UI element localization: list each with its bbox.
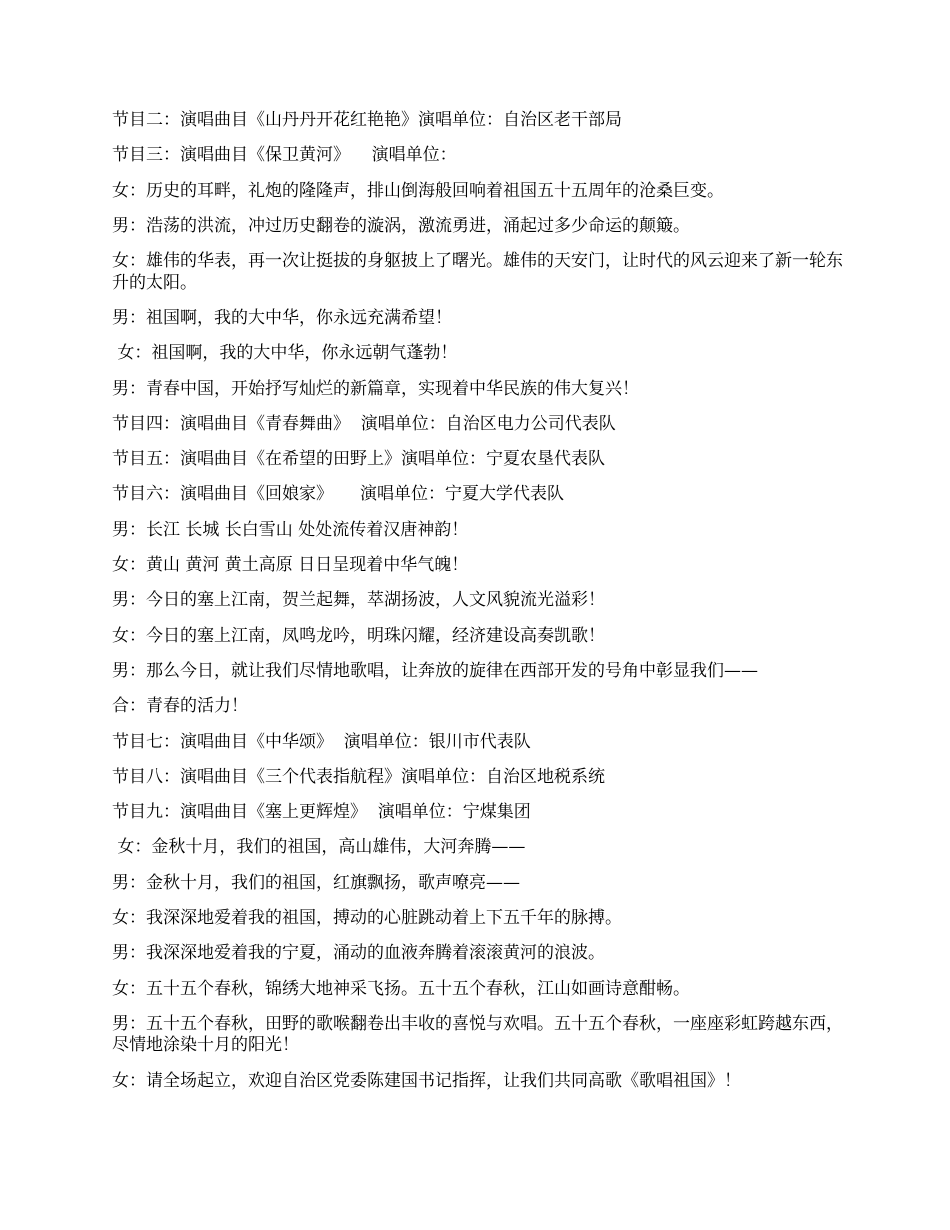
paragraph-14: 男：今日的塞上江南，贺兰起舞，萃湖扬波，人文风貌流光溢彩！: [112, 590, 605, 611]
paragraph-27: 女：请全场起立，欢迎自治区党委陈建国书记指挥，让我们共同高歌《歌唱祖国》！: [112, 1070, 741, 1091]
paragraph-4: 男：浩荡的洪流，冲过历史翻卷的漩涡，激流勇进，涌起过多少命运的颠簸。: [112, 215, 690, 236]
paragraph-13: 女：黄山 黄河 黄土高原 日日呈现着中华气魄！: [112, 555, 469, 576]
paragraph-24: 男：我深深地爱着我的宁夏，涌动的血液奔腾着滚滚黄河的浪波。: [112, 943, 605, 964]
paragraph-1: 节目二：演唱曲目《山丹丹开花红艳艳》演唱单位：自治区老干部局: [112, 110, 622, 130]
paragraph-23: 女：我深深地爱着我的祖国，搏动的心脏跳动着上下五千年的脉搏。: [112, 908, 622, 929]
paragraph-22: 男：金秋十月，我们的祖国，红旗飘扬，歌声嘹亮——: [112, 872, 520, 893]
paragraph-26: 男：五十五个春秋，田野的歌喉翻卷出丰收的喜悦与欢唱。五十五个春秋，一座座彩虹跨越东西，尽情地涂染十月的阳光！: [112, 1013, 843, 1056]
paragraph-9: 节目四：演唱曲目《青春舞曲》 演唱单位：自治区电力公司代表队: [112, 413, 616, 434]
paragraph-15: 女：今日的塞上江南，凤鸣龙吟，明珠闪耀，经济建设高奏凯歌！: [112, 625, 605, 646]
document-page: [112, 110, 844, 1106]
paragraph-17: 合：青春的活力！: [112, 696, 248, 717]
paragraph-6: 男：祖国啊，我的大中华，你永远充满希望！: [112, 307, 452, 328]
paragraph-21: 女：金秋十月，我们的祖国，高山雄伟，大河奔腾——: [112, 837, 526, 858]
paragraph-18: 节目七：演唱曲目《中华颂》 演唱单位：银川市代表队: [112, 731, 531, 752]
paragraph-16: 男：那么今日，就让我们尽情地歌唱，让奔放的旋律在西部开发的号角中彰显我们——: [112, 660, 758, 681]
paragraph-2: 节目三：演唱曲目《保卫黄河》 演唱单位：: [112, 145, 457, 166]
paragraph-3: 女：历史的耳畔，礼炮的隆隆声，排山倒海般回响着祖国五十五周年的沧桑巨变。: [112, 180, 724, 201]
paragraph-12: 男：长江 长城 长白雪山 处处流传着汉唐神韵！: [112, 519, 469, 540]
paragraph-11: 节目六：演唱曲目《回娘家》 演唱单位：宁夏大学代表队: [112, 484, 565, 505]
paragraph-19: 节目八：演唱曲目《三个代表指航程》演唱单位：自治区地税系统: [112, 766, 605, 787]
paragraph-7: 女：祖国啊，我的大中华，你永远朝气蓬勃！: [112, 343, 458, 364]
paragraph-5: 女：雄伟的华表，再一次让挺拔的身躯披上了曙光。雄伟的天安门，让时代的风云迎来了新一轮东升的太阳。: [112, 251, 843, 293]
paragraph-8: 男：青春中国，开始抒写灿烂的新篇章，实现着中华民族的伟大复兴！: [112, 378, 639, 399]
paragraph-25: 女：五十五个春秋，锦绣大地神采飞扬。五十五个春秋，江山如画诗意酣畅。: [112, 978, 690, 999]
paragraph-10: 节目五：演唱曲目《在希望的田野上》演唱单位：宁夏农垦代表队: [112, 449, 605, 470]
paragraph-20: 节目九：演唱曲目《塞上更辉煌》 演唱单位：宁煤集团: [112, 802, 531, 823]
